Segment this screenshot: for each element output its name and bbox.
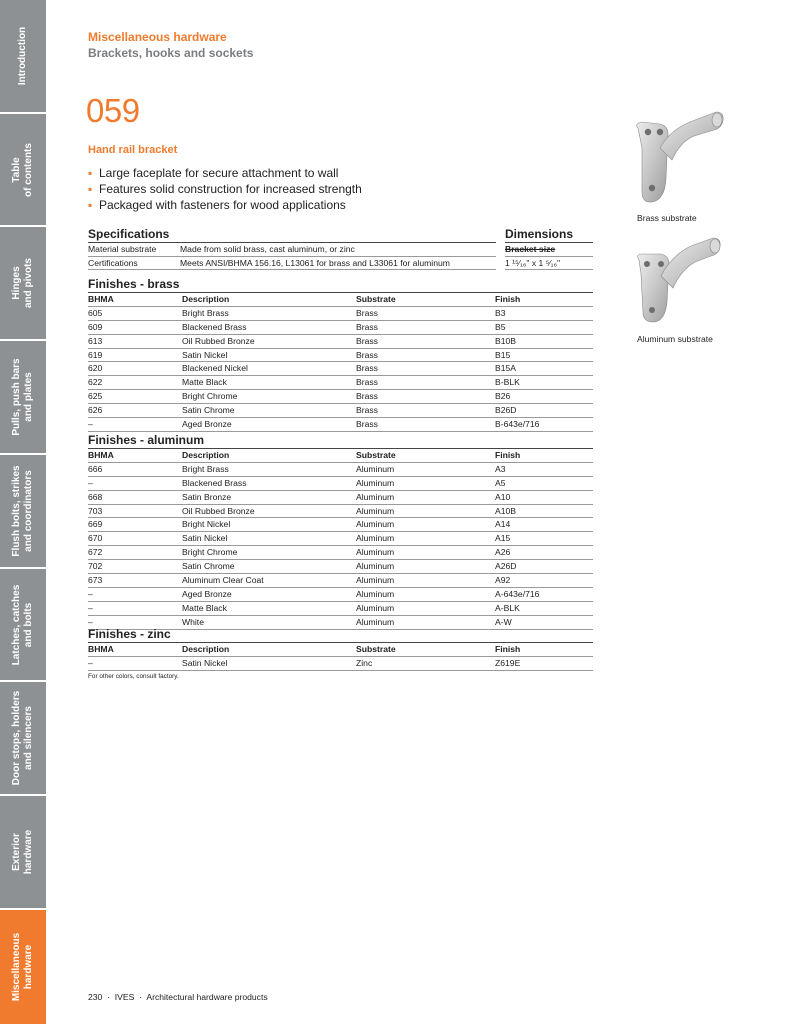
table-cell: Aged Bronze (182, 588, 232, 599)
table-cell: Aluminum (356, 463, 395, 474)
aluminum-substrate-caption: Aluminum substrate (637, 334, 713, 344)
column-header-description: Description (182, 450, 230, 460)
table-cell: 605 (88, 307, 103, 318)
table-row (88, 588, 593, 602)
sidebar-tab[interactable] (0, 227, 46, 339)
sidebar-tab[interactable] (0, 341, 46, 453)
sidebar-tabs (0, 0, 46, 1024)
sidebar-tab[interactable] (0, 0, 46, 112)
sidebar-tab-label (11, 584, 35, 665)
table-row (88, 505, 593, 519)
table-cell: Brass (356, 363, 378, 374)
table-cell: Blackened Brass (182, 321, 247, 332)
feature-item (88, 165, 362, 181)
bullet-icon: ▪ (88, 182, 93, 196)
table-cell: Aluminum (356, 491, 395, 502)
footer-catalog: Architectural hardware products (146, 992, 268, 1002)
table-cell: A-W (495, 616, 512, 627)
table-cell: Blackened Nickel (182, 363, 248, 374)
sidebar-tab-label-line: Miscellaneous (11, 932, 22, 1002)
dimensions-table (505, 227, 593, 270)
sidebar-tab-label-line: and bolts (23, 602, 34, 647)
table-cell: Matte Black (182, 602, 227, 613)
feature-item (88, 197, 362, 213)
table-cell: A-643e/716 (495, 588, 540, 599)
table-cell: Oil Rubbed Bronze (182, 335, 255, 346)
sidebar-tab-label-line: Table (11, 156, 22, 183)
table-cell: Aluminum (356, 533, 395, 544)
bullet-icon: ▪ (88, 166, 93, 180)
sidebar-tab-label (17, 27, 29, 85)
sidebar-tab[interactable] (0, 796, 46, 908)
table-row (88, 491, 593, 505)
table-cell: – (88, 477, 93, 488)
column-header-substrate: Substrate (356, 450, 396, 460)
table-row (88, 349, 593, 363)
table-cell: Aluminum (356, 616, 395, 627)
finishes-heading: Finishes - brass (88, 277, 180, 291)
table-cell: Bright Chrome (182, 391, 238, 402)
bullet-icon: ▪ (88, 198, 93, 212)
table-cell: Brass (356, 335, 378, 346)
table-cell: A10B (495, 505, 517, 516)
sidebar-tab-label-line: Exterior (11, 833, 22, 871)
footer-separator: · (107, 992, 110, 1002)
table-cell: A-BLK (495, 602, 520, 613)
table-cell: – (88, 602, 93, 613)
sidebar-tab-label-line: and pivots (23, 257, 34, 309)
table-cell: 619 (88, 349, 103, 360)
table-cell: 672 (88, 547, 103, 558)
table-cell: A26 (495, 547, 511, 558)
table-cell: 622 (88, 377, 103, 388)
table-cell: Satin Chrome (182, 405, 235, 416)
table-row (88, 321, 593, 335)
finishes-zinc-table (88, 627, 593, 671)
table-cell: B26 (495, 391, 511, 402)
column-header-bhma: BHMA (88, 644, 114, 654)
sidebar-tab-label (11, 258, 35, 308)
sidebar-tab-label (11, 143, 35, 197)
sidebar-tab-label-line: Pulls, push bars (11, 358, 22, 436)
column-header-finish: Finish (495, 294, 521, 304)
table-cell: B5 (495, 321, 506, 332)
table-cell: Satin Nickel (182, 533, 228, 544)
table-cell: Oil Rubbed Bronze (182, 505, 255, 516)
sidebar-tab-label (11, 465, 35, 556)
table-cell: Satin Chrome (182, 561, 235, 572)
table-header-row (88, 643, 593, 657)
table-row (88, 546, 593, 560)
table-row (88, 404, 593, 418)
finishes-heading: Finishes - aluminum (88, 433, 205, 447)
sidebar-tab-label-line: Introduction (17, 26, 28, 86)
table-row (88, 518, 593, 532)
table-cell: A26D (495, 561, 517, 572)
sidebar-tab-label-line: hardware (23, 944, 34, 990)
sidebar-tab-label (11, 691, 35, 785)
sidebar-tab-label-line: Hinges (11, 266, 22, 300)
table-cell: White (182, 616, 204, 627)
table-cell: Aluminum (356, 477, 395, 488)
spec-label: Material substrate (88, 244, 157, 254)
feature-item (88, 181, 362, 197)
table-cell: – (88, 588, 93, 599)
feature-list (88, 165, 362, 213)
page-footer (88, 992, 268, 1002)
footer-brand: IVES (114, 992, 135, 1002)
table-cell: 609 (88, 321, 103, 332)
table-cell: Satin Bronze (182, 491, 232, 502)
sidebar-tab[interactable] (0, 114, 46, 225)
sidebar-tab-label (11, 830, 35, 874)
table-cell: B3 (495, 307, 506, 318)
table-row (88, 477, 593, 491)
sidebar-tab-label-line: and silencers (23, 706, 34, 770)
table-header-row (88, 449, 593, 463)
section-title: Miscellaneous hardware (88, 30, 227, 44)
table-cell: – (88, 616, 93, 627)
table-cell: A14 (495, 519, 511, 530)
table-row (88, 560, 593, 574)
table-row (88, 463, 593, 477)
table-cell: 670 (88, 533, 103, 544)
column-header-finish: Finish (495, 450, 521, 460)
finishes-brass-table (88, 277, 593, 432)
table-cell: Bright Brass (182, 307, 229, 318)
table-cell: 668 (88, 491, 103, 502)
column-header-bhma: BHMA (88, 450, 114, 460)
feature-text: Features solid construction for increased strength (99, 182, 362, 196)
table-cell: 703 (88, 505, 103, 516)
column-header-description: Description (182, 644, 230, 654)
spec-value: Meets ANSI/BHMA 156.16, L13061 for brass and L33061 for aluminum (180, 257, 450, 268)
table-cell: A5 (495, 477, 506, 488)
table-cell: 669 (88, 519, 103, 530)
table-cell: A3 (495, 463, 506, 474)
spec-row (88, 243, 496, 257)
product-name: Hand rail bracket (88, 144, 178, 156)
table-cell: Brass (356, 307, 378, 318)
table-cell: Bright Chrome (182, 547, 238, 558)
table-cell: Z619E (495, 657, 521, 668)
feature-text: Large faceplate for secure attachment to wall (99, 166, 339, 180)
brass-bracket-image (620, 108, 730, 208)
dimensions-heading: Dimensions (505, 227, 574, 241)
specifications-heading: Specifications (88, 227, 170, 241)
table-cell: Satin Nickel (182, 349, 228, 360)
section-subtitle: Brackets, hooks and sockets (88, 46, 254, 60)
table-cell: B26D (495, 405, 517, 416)
table-row (88, 376, 593, 390)
table-cell: A92 (495, 575, 511, 586)
table-cell: Brass (356, 419, 378, 430)
footer-separator: · (139, 992, 143, 1002)
table-cell: Brass (356, 377, 378, 388)
table-cell: A15 (495, 533, 511, 544)
table-row (88, 532, 593, 546)
table-cell: 620 (88, 363, 103, 374)
table-cell: Aluminum (356, 547, 395, 558)
dimensions-subheading: Bracket size (505, 243, 593, 257)
column-header-description: Description (182, 294, 230, 304)
brass-substrate-caption: Brass substrate (637, 213, 697, 223)
table-cell: Aluminum (356, 561, 395, 572)
table-cell: B15 (495, 349, 511, 360)
sidebar-tab-label-line: Flush bolts, strikes (11, 465, 22, 557)
sidebar-tab-label (11, 933, 35, 1001)
table-row (88, 657, 593, 671)
model-number: 059 (86, 92, 140, 129)
column-header-substrate: Substrate (356, 644, 396, 654)
sidebar-tab-label-line: and coordinators (23, 470, 34, 552)
spec-value: Made from solid brass, cast aluminum, or zinc (180, 244, 355, 254)
table-cell: B-BLK (495, 377, 520, 388)
table-row (88, 307, 593, 321)
table-cell: Aluminum Clear Coat (182, 575, 264, 586)
finishes-heading: Finishes - zinc (88, 627, 171, 641)
table-cell: Aluminum (356, 575, 395, 586)
table-row (88, 362, 593, 376)
table-cell: 702 (88, 561, 103, 572)
table-row (88, 574, 593, 588)
sidebar-tab[interactable] (0, 910, 46, 1024)
table-row (88, 418, 593, 432)
page-number: 230 (88, 992, 103, 1002)
table-row (88, 602, 593, 616)
sidebar-tab-label-line: and plates (23, 372, 34, 422)
sidebar-tab[interactable] (0, 569, 46, 680)
table-cell: Bright Nickel (182, 519, 231, 530)
table-cell: Aluminum (356, 519, 395, 530)
finishes-aluminum-table (88, 433, 593, 630)
bracket-size-value: 1 ¹⁵⁄₁₆" x 1 ⁵⁄₁₆" (505, 257, 593, 271)
sidebar-tab-label-line: Latches, catches (11, 584, 22, 665)
table-cell: Brass (356, 391, 378, 402)
table-cell: Brass (356, 321, 378, 332)
table-row (88, 335, 593, 349)
table-cell: 666 (88, 463, 103, 474)
sidebar-tab[interactable] (0, 682, 46, 794)
sidebar-tab-label-line: Door stops, holders (11, 690, 22, 786)
table-cell: – (88, 657, 93, 668)
table-cell: Brass (356, 405, 378, 416)
table-cell: B15A (495, 363, 517, 374)
table-cell: Matte Black (182, 377, 227, 388)
table-row (88, 390, 593, 404)
table-cell: A10 (495, 491, 511, 502)
table-cell: 673 (88, 575, 103, 586)
table-cell: Blackened Brass (182, 477, 247, 488)
table-header-row (88, 293, 593, 307)
table-cell: Zinc (356, 657, 373, 668)
column-header-finish: Finish (495, 644, 521, 654)
table-cell: Aged Bronze (182, 419, 232, 430)
table-cell: 625 (88, 391, 103, 402)
sidebar-tab-label-line: hardware (23, 829, 34, 875)
sidebar-tab[interactable] (0, 455, 46, 567)
table-cell: 626 (88, 405, 103, 416)
footnote: For other colors, consult factory. (88, 673, 179, 680)
table-cell: B10B (495, 335, 517, 346)
table-cell: Aluminum (356, 602, 395, 613)
table-cell: Bright Brass (182, 463, 229, 474)
table-cell: Aluminum (356, 588, 395, 599)
table-cell: – (88, 419, 93, 430)
specifications-table (88, 227, 496, 270)
table-cell: 613 (88, 335, 103, 346)
table-cell: B-643e/716 (495, 419, 540, 430)
sidebar-tab-label-line: of contents (23, 142, 34, 197)
spec-label: Certifications (88, 257, 138, 268)
aluminum-bracket-image (625, 232, 735, 332)
table-cell: Satin Nickel (182, 657, 228, 668)
sidebar-tab-label (11, 358, 35, 435)
feature-text: Packaged with fasteners for wood applications (99, 198, 346, 212)
table-cell: Brass (356, 349, 378, 360)
spec-row (88, 257, 496, 271)
column-header-bhma: BHMA (88, 294, 114, 304)
table-cell: Aluminum (356, 505, 395, 516)
column-header-substrate: Substrate (356, 294, 396, 304)
